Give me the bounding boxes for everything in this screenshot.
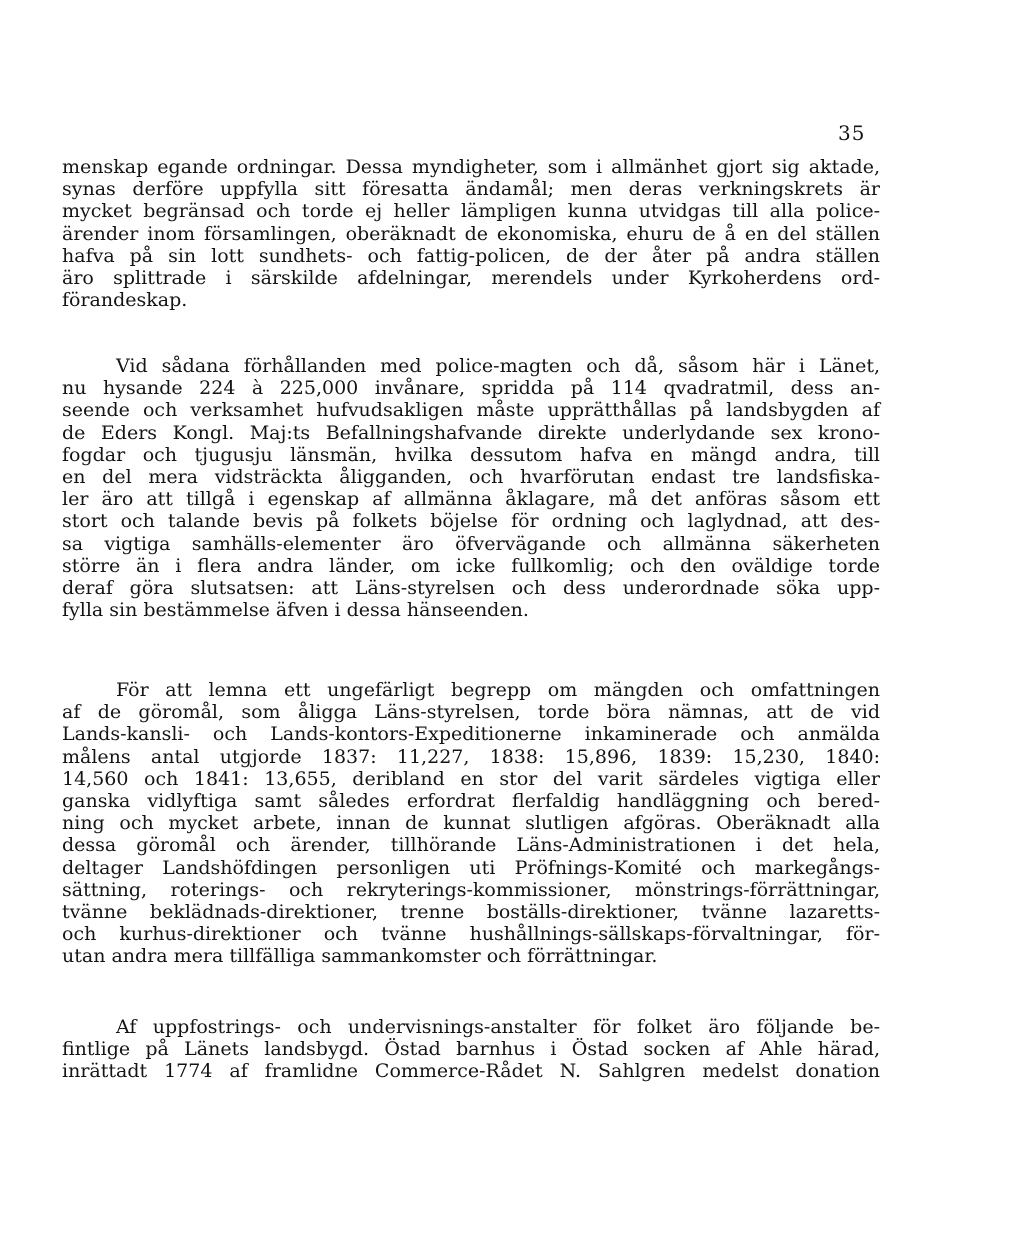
text-line: ganska vidlyftiga samt således erfordrat flerfaldig handläggning och bered- — [62, 789, 880, 812]
text-line: För att lemna ett ungefärligt begrepp om mängden och omfattningen — [116, 679, 880, 701]
text-line: fintlige på Länets landsbygd. Östad barnhus i Östad socken af Ahle härad, — [62, 1038, 880, 1061]
paragraph-4 — [62, 1016, 880, 1083]
text-line: fogdar och tjugusju länsmän, hvilka dessutom hafva en mängd andra, till — [62, 443, 880, 466]
page-number: 35 — [838, 121, 866, 145]
text-line: hafva på sin lott sundhets- och fattig-policen, de der åter på andra ställen — [62, 244, 880, 267]
text-line: de Eders Kongl. Maj:ts Befallningshafvande direkte underlydande sex krono- — [62, 421, 880, 444]
text-line: deltager Landshöfdingen personligen uti Pröfnings-Komité och markegångs- — [62, 856, 880, 879]
text-line: deraf göra slutsatsen: att Läns-styrelsen och dess underordnade söka upp- — [62, 576, 880, 599]
text-line: ler äro att tillgå i egenskap af allmänna åklagare, må det anföras såsom ett — [62, 488, 880, 511]
text-line: fylla sin bestämmelse äfven i dessa hänseenden. — [62, 599, 529, 622]
text-line: 14,560 och 1841: 13,655, deribland en stor del varit särdeles vigtiga eller — [62, 767, 880, 790]
text-line: stort och talande bevis på folkets böjelse för ordning och laglydnad, att des- — [62, 510, 880, 533]
text-line: seende och verksamhet hufvudsakligen måste upprätthållas på landsbygden af — [62, 399, 880, 422]
text-line: förandeskap. — [62, 289, 188, 312]
text-line: Lands-kansli- och Lands-kontors-Expeditionerne inkaminerade och anmälda — [62, 723, 880, 746]
text-line: Vid sådana förhållanden med police-magten och då, såsom här i Länet, — [116, 355, 880, 377]
text-line: ning och mycket arbete, innan de kunnat slutligen afgöras. Oberäknadt alla — [62, 812, 880, 835]
text-line: en del mera vidsträckta åligganden, och hvarförutan endast tre landsfiska- — [62, 465, 880, 488]
text-line: mycket begränsad och torde ej heller lämpligen kunna utvidgas till alla police- — [62, 200, 880, 223]
text-line: dessa göromål och ärender, tillhörande Läns-Administrationen i det hela, — [62, 834, 880, 857]
paragraph-1 — [62, 156, 880, 311]
text-line: och kurhus-direktioner och tvänne hushållnings-sällskaps-förvaltningar, för- — [62, 923, 880, 946]
text-line: synas derföre uppfylla sitt föresatta ändamål; men deras verkningskrets är — [62, 178, 880, 201]
text-line: inrättadt 1774 af framlidne Commerce-Rådet N. Sahlgren medelst donation — [62, 1060, 880, 1083]
paragraph-3 — [62, 679, 880, 967]
text-line: äro splittrade i särskilde afdelningar, merendels under Kyrkoherdens ord- — [62, 266, 880, 289]
text-line: af de göromål, som åligga Läns-styrelsen, torde böra nämnas, att de vid — [62, 701, 880, 724]
paragraph-2 — [62, 355, 880, 621]
text-line: tvänne beklädnads-direktioner, trenne boställs-direktioner, tvänne lazaretts- — [62, 900, 880, 923]
text-line: ärender inom församlingen, oberäknadt de ekonomiska, ehuru de å en del ställen — [62, 222, 880, 245]
text-line: utan andra mera tillfälliga sammankomster och förrättningar. — [62, 945, 658, 968]
text-line: menskap egande ordningar. Dessa myndigheter, som i allmänhet gjort sig aktade, — [62, 156, 880, 178]
text-line: sa vigtiga samhälls-elementer äro öfvervägande och allmänna säkerheten — [62, 532, 880, 555]
text-line: nu hysande 224 à 225,000 invånare, spridda på 114 qvadratmil, dess an- — [62, 377, 880, 400]
text-line: målens antal utgjorde 1837: 11,227, 1838: 15,896, 1839: 15,230, 1840: — [62, 745, 880, 768]
text-line: sättning, roterings- och rekryterings-kommissioner, mönstrings-förrättningar, — [62, 878, 880, 901]
text-line: större än i flera andra länder, om icke fullkomlig; och den oväldige torde — [62, 554, 880, 577]
text-line: Af uppfostrings- och undervisnings-anstalter för folket äro följande be- — [116, 1016, 880, 1038]
